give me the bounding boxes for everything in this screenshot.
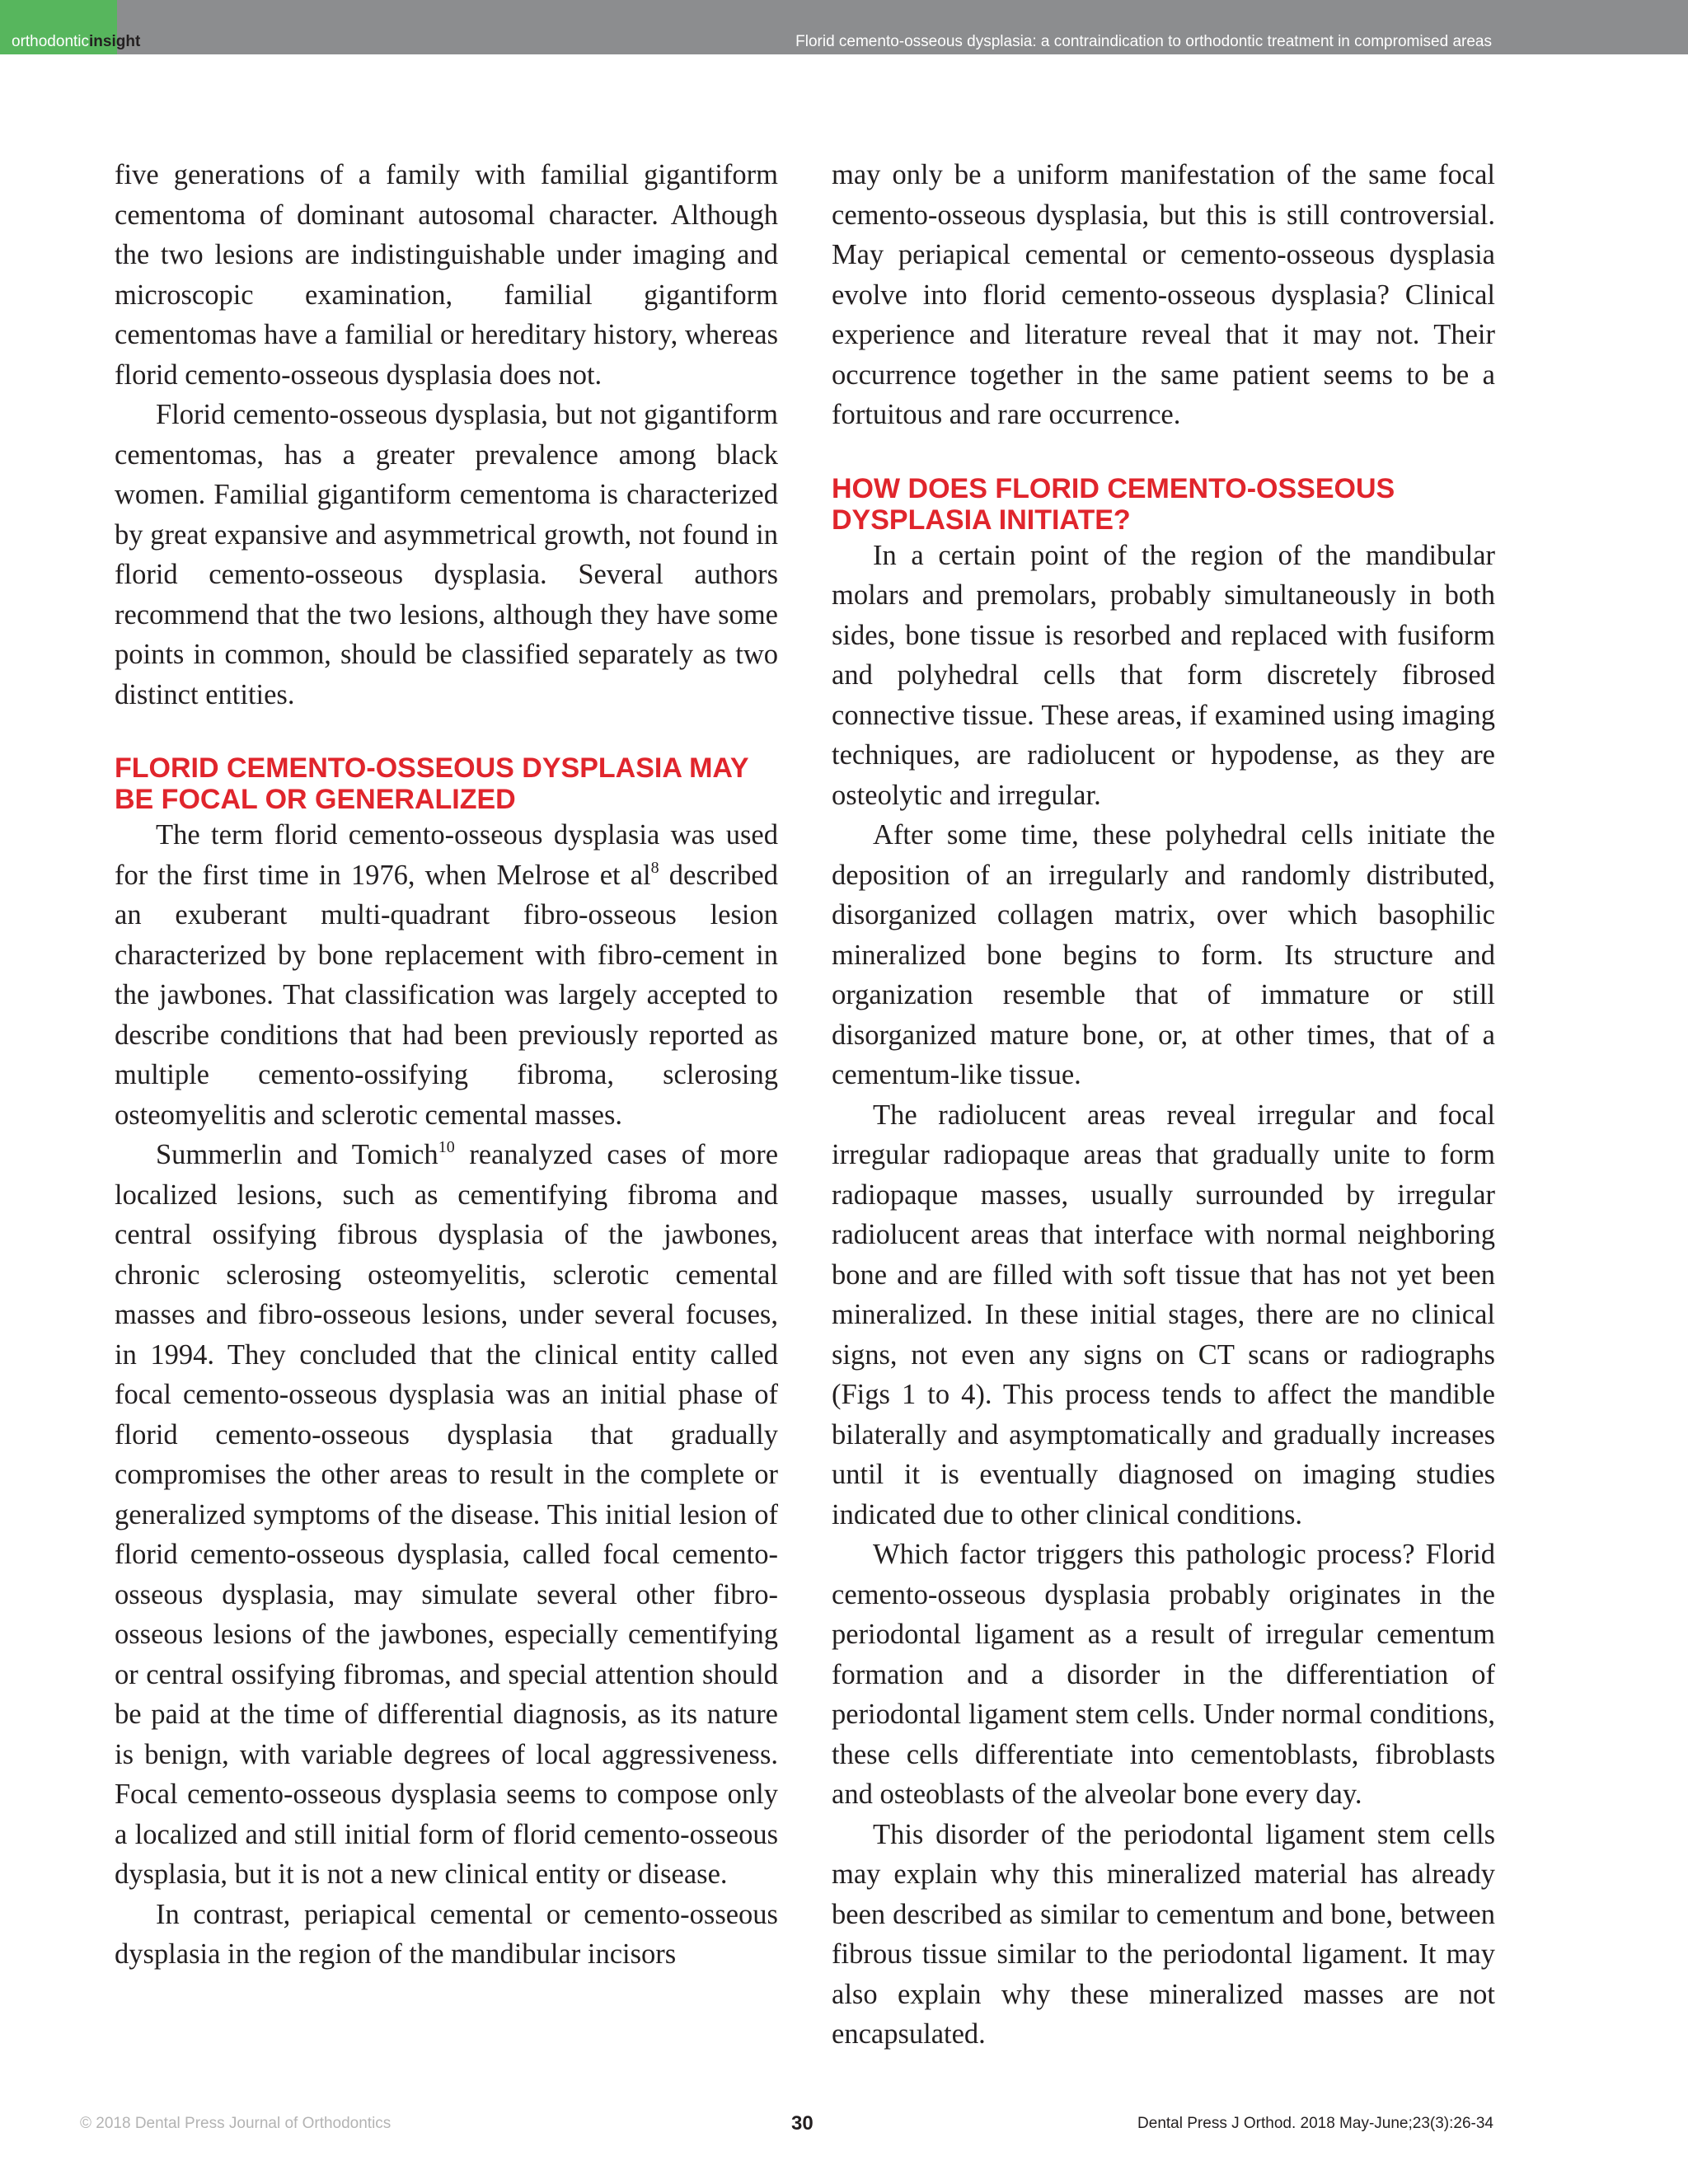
paragraph	[115, 815, 778, 1135]
section-label	[12, 31, 140, 53]
section-heading-line: FLORID CEMENTO-OSSEOUS DYSPLASIA MAY	[115, 752, 749, 784]
reference-number: 8	[650, 858, 659, 877]
section-label-part-2: insight	[89, 33, 141, 50]
running-title: Florid cemento-osseous dysplasia: a contraindication to orthodontic treatment in compromised areas	[795, 33, 1492, 50]
paragraph	[115, 1135, 778, 1895]
paragraph: may only be a uniform manifestation of the same focal cemento-osseous dysplasia, but this is still controversial. May periapical cemental or cemento-osseous dysplasia evolve into florid cemento-osseous dysplasia? Clinical experience and literature reveal that it may not. Their occurrence together in the same patient seems to be a fortuitous and rare occurrence.	[832, 159, 1495, 430]
paragraph: In contrast, periapical cemental or cemento-osseous dysplasia in the region of the mandibular incisors	[115, 1898, 778, 1970]
paragraph-text: described an exuberant multi-quadrant fibro-osseous lesion characterized by bone replacement with fibro-cement in the jawbones. That classification was largely accepted to describe conditions that had been previously reported as multiple cemento-ossifying fibroma, sclerosing osteomyelitis and sclerotic cemental masses.	[115, 859, 778, 1131]
paragraph: This disorder of the periodontal ligament stem cells may explain why this mineralized material has already been described as similar to cementum and bone, between fibrous tissue similar to the periodontal ligament. It may also explain why these mineralized masses are not encapsulated.	[832, 1818, 1495, 2050]
right-column	[832, 155, 1495, 2055]
paragraph: In a certain point of the region of the mandibular molars and premolars, probably simultaneously in both sides, bone tissue is resorbed and replaced with fusiform and polyhedral cells that form discretely fibrosed connective tissue. These areas, if examined using imaging techniques, are radiolucent or hypodense, as they are osteolytic and irregular.	[832, 539, 1495, 811]
section-heading	[832, 473, 1495, 536]
paragraph: Which factor triggers this pathologic process? Florid cemento-osseous dysplasia probably originates in the periodontal ligament as a result of irregular cementum formation and a disorder in the differentiation of periodontal ligament stem cells. Under normal conditions, these cells differentiate into cementoblasts, fibroblasts and osteoblasts of the alveolar bone every day.	[832, 1539, 1495, 1810]
section-heading	[115, 752, 778, 815]
section-heading-line: DYSPLASIA INITIATE?	[832, 504, 1131, 536]
section-heading-line: HOW DOES FLORID CEMENTO-OSSEOUS	[832, 472, 1395, 504]
paragraph-text: Summerlin and Tomich	[156, 1139, 438, 1170]
citation: Dental Press J Orthod. 2018 May-June;23(3):26-34	[1137, 2115, 1493, 2132]
paragraph-text: reanalyzed cases of more localized lesions, such as cementifying fibroma and central ossifying fibrous dysplasia of the jawbones, chronic sclerosing osteomyelitis, sclerotic cemental masses and fibro-osseous lesions, under several focuses, in 1994. They concluded that the clinical entity called focal cemento-osseous dysplasia was an initial phase of florid cemento-osseous dysplasia that gradually compromises the other areas to result in the complete or generalized symptoms of the disease. This initial lesion of florid cemento-osseous dysplasia, called focal cemento-osseous dysplasia, may simulate several other fibro-osseous lesions of the jawbones, especially cementifying or central ossifying fibromas, and special attention should be paid at the time of differential diagnosis, as its nature is benign, with variable degrees of local aggressiveness. Focal cemento-osseous dysplasia seems to compose only a localized and still initial form of florid cemento-osseous dysplasia, but it is not a new clinical entity or disease.	[115, 1139, 779, 1890]
left-column	[115, 155, 778, 1975]
section-label-part-1: orthodontic	[12, 33, 90, 50]
copyright-notice: © 2018 Dental Press Journal of Orthodontics	[80, 2115, 392, 2132]
paragraph: After some time, these polyhedral cells initiate the deposition of an irregularly and randomly distributed, disorganized collagen matrix, over which basophilic mineralized bone begins to form. Its structure and organization resemble that of immature or still disorganized mature bone, or, at other times, that of a cementum-like tissue.	[832, 819, 1495, 1090]
page-number: 30	[791, 2112, 814, 2135]
paragraph: five generations of a family with familial gigantiform cementoma of dominant autosomal character. Although the two lesions are indistinguishable under imaging and microscopic examination, familial gigantiform cementomas have a familial or hereditary history, whereas florid cemento-osseous dysplasia does not.	[115, 159, 778, 391]
paragraph: Florid cemento-osseous dysplasia, but not gigantiform cementomas, has a greater prevalence among black women. Familial gigantiform cementoma is characterized by great expansive and asymmetrical growth, not found in florid cemento-osseous dysplasia. Several authors recommend that the two lesions, although they have some points in common, should be classified separately as two distinct entities.	[115, 399, 778, 710]
paragraph: The radiolucent areas reveal irregular and focal irregular radiopaque areas that gradually unite to form radiopaque masses, usually surrounded by irregular radiolucent areas that interface with normal neighboring bone and are filled with soft tissue that has not yet been mineralized. In these initial stages, there are no clinical signs, not even any signs on CT scans or radiographs (Figs 1 to 4). This process tends to affect the mandible bilaterally and asymptomatically and gradually increases until it is eventually diagnosed on imaging studies indicated due to other clinical conditions.	[832, 1099, 1495, 1530]
paragraph-text: The term florid cemento-osseous dysplasia was used for the first time in 1976, when Melrose et al	[115, 819, 778, 891]
reference-number: 10	[438, 1138, 455, 1156]
section-heading-line: BE FOCAL OR GENERALIZED	[115, 784, 516, 815]
